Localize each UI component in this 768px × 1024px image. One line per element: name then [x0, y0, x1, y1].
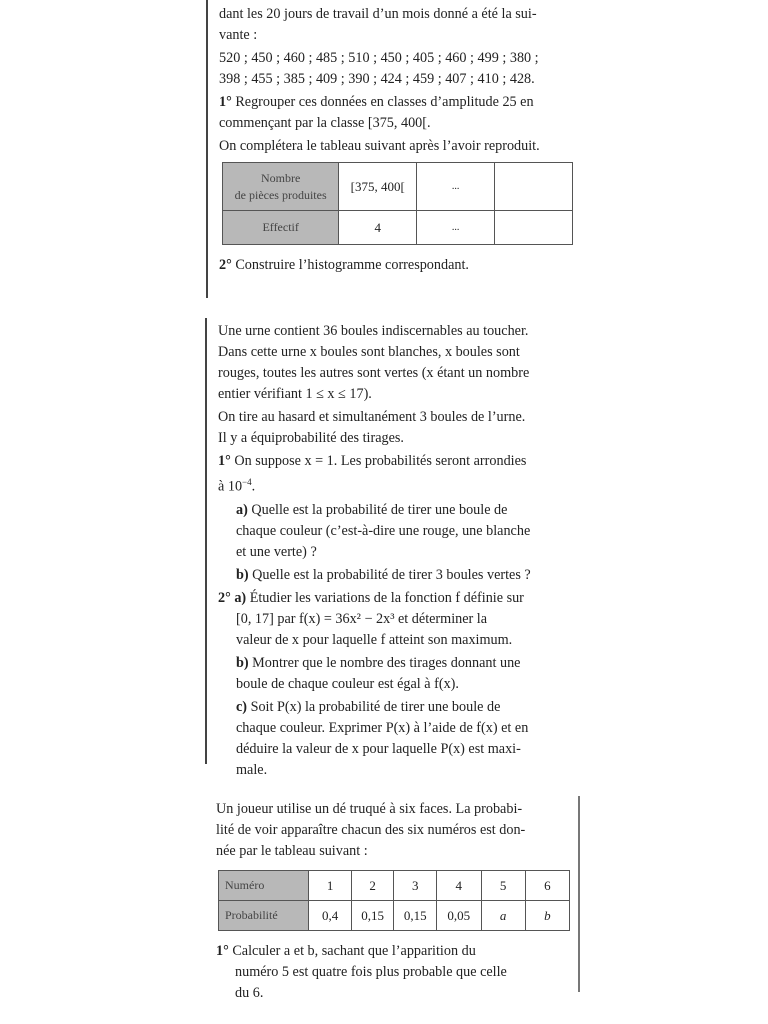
ex3-table-header-numero: Numéro: [219, 871, 309, 901]
ex3-table-header-probabilite: Probabilité: [219, 901, 309, 931]
margin-rule-2: [205, 318, 207, 764]
ex3-table-num-4: 4: [436, 871, 481, 901]
ex3-table-num-6: 6: [525, 871, 569, 901]
ex1-intro: dant les 20 jours de travail d’un mois donné a été la sui- vante :: [219, 6, 537, 43]
margin-rule-3: [578, 796, 580, 992]
ex3-table-prob-4: 0,05: [436, 901, 481, 931]
ex3-table-prob-1: 0,4: [309, 901, 351, 931]
ex2-question-1a: a) Quelle est la probabilité de tirer une boule de chaque couleur (c’est-à-dire une rouge, une blanche et une verte) ?: [236, 501, 531, 560]
ex2-intro: Une urne contient 36 boules indiscernables au toucher. Dans cette urne x boules sont blanches, x boules sont rouges, toutes les autres sont vertes (x étant un nombre entier vérifiant 1 ≤ x ≤ 17).: [218, 323, 530, 402]
ex2-question-2b: b) Montrer que le nombre des tirages donnant une boule de chaque couleur est égal à f(x).: [236, 654, 521, 692]
margin-rule-1: [206, 0, 208, 298]
ex1-table-class-1: [375, 400[: [339, 163, 417, 211]
ex2-question-2a: 2° a) Étudier les variations de la fonction f définie sur [0, 17] par f(x) = 36x² − 2x³ et déterminer la valeur de x pour laquelle f atteint son maximum.: [218, 589, 524, 648]
ex3-table-prob-6: b: [525, 901, 569, 931]
ex1-note: On complétera le tableau suivant après l’avoir reproduit.: [219, 138, 540, 154]
ex1-frequency-table: [222, 162, 573, 245]
ex1-table-header-effectif: Effectif: [223, 211, 339, 245]
ex1-table-header-pieces: Nombre de pièces produites: [223, 163, 339, 211]
ex3-table-num-3: 3: [394, 871, 437, 901]
ex3-intro: Un joueur utilise un dé truqué à six faces. La probabi- lité de voir apparaître chacun des six numéros est don- née par le tableau suivant :: [216, 801, 526, 859]
ex2-question-1: 1° On suppose x = 1. Les probabilités seront arrondies à $10^{-4}$.: [218, 453, 527, 495]
ex3-table-prob-3: 0,15: [394, 901, 437, 931]
ex1-table-effectif-2: ...: [417, 211, 495, 245]
ex3-table-num-1: 1: [309, 871, 351, 901]
ex1-data: 520 ; 450 ; 460 ; 485 ; 510 ; 450 ; 405 ; 460 ; 499 ; 380 ; 398 ; 455 ; 385 ; 409 ; 390 ; 424 ; 459 ; 407 ; 410 ; 428.: [219, 50, 539, 87]
exercise-3: [216, 799, 571, 862]
ex1-table-class-2: ...: [417, 163, 495, 211]
ex3-table-num-2: 2: [351, 871, 394, 901]
ex3-table-num-5: 5: [481, 871, 525, 901]
ex2-question-2c: c) Soit P(x) la probabilité de tirer une boule de chaque couleur. Exprimer P(x) à l’aide de f(x) et en déduire la valeur de x pour laquelle P(x) est maxi- male.: [236, 698, 529, 778]
ex1-question-1: 1° Regrouper ces données en classes d’amplitude 25 en commençant par la classe [375, 400[.: [219, 94, 534, 131]
ex1-question-2: 2° Construire l’histogramme correspondant.: [219, 257, 469, 273]
ex3-table-prob-5: a: [481, 901, 525, 931]
ex1-table-class-3: [495, 163, 573, 211]
ex2-draw: On tire au hasard et simultanément 3 boules de l’urne. Il y a équiprobabilité des tirages.: [218, 409, 526, 446]
ex2-question-1b: b) Quelle est la probabilité de tirer 3 boules vertes ?: [236, 566, 531, 583]
ex3-table-prob-2: 0,15: [351, 901, 394, 931]
ex3-question-1: 1° Calculer a et b, sachant que l’apparition du numéro 5 est quatre fois plus probable que celle du 6.: [216, 943, 507, 1001]
ex1-table-effectif-3: [495, 211, 573, 245]
exercise-2: [218, 321, 570, 781]
ex1-table-effectif-1: 4: [339, 211, 417, 245]
ex3-probability-table: [218, 870, 570, 931]
exercise-1: [219, 4, 575, 157]
